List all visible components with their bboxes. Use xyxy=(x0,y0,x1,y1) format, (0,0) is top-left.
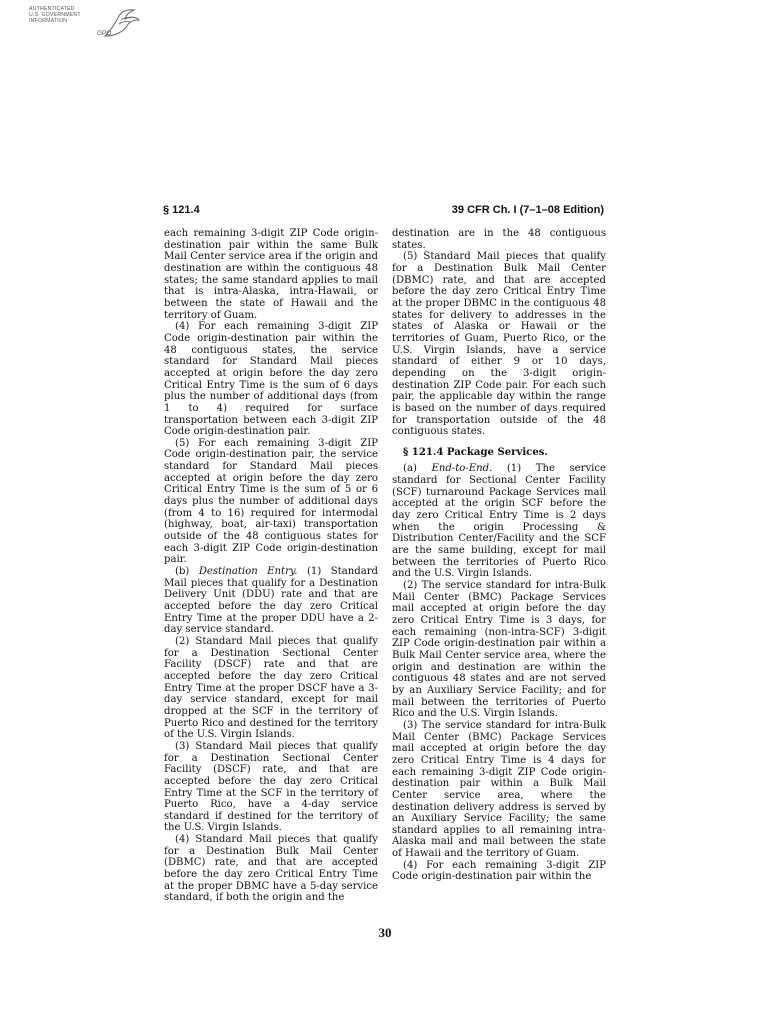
paragraph-prefix: (b) xyxy=(175,566,190,578)
paragraph: (4) Standard Mail pieces that qualify for a Destination Bulk Mail Center (DBMC) rate, and that are accepted before the day zero Critical Entry Time at the proper DBMC have a 5-day service standard, if both the origin and the xyxy=(164,834,378,904)
paragraph: (5) Standard Mail pieces that qualify for a Destination Bulk Mail Center (DBMC) rate, and that are accepted before the day zero Critical Entry Time at the proper DBMC in the contiguous 48 states for delivery to addresses in the states of Alaska or Hawaii or the territories of Guam, Puerto Rico, or the U.S. Virgin Islands, have a service standard of either 9 or 10 days, depending on the 3-digit origin-destination ZIP Code pair. For each such pair, the applicable day within the range is based on the number of days required for transportation outside of the 48 contiguous states. xyxy=(392,251,606,438)
left-column xyxy=(164,228,378,904)
paragraph-text: (1) The service standard for Sectional Center Facility (SCF) turnaround Package Services mail accepted at the origin SCF before the day zero Critical Entry Time is 2 days when the origin Processing & Distribution Center/Facility and the SCF are the same building, except for mail between the territories of Puerto Rico and the U.S. Virgin Islands. xyxy=(392,463,606,580)
paragraph: (2) Standard Mail pieces that qualify for a Destination Sectional Center Facility (DSCF) rate and that are accepted before the day zero Critical Entry Time at the proper DSCF have a 3-day service standard, except for mail dropped at the SCF in the territory of Puerto Rico and destined for the territory of the U.S. Virgin Islands. xyxy=(164,635,378,741)
paragraph: destination are in the 48 contiguous states. xyxy=(392,228,606,251)
paragraph-text: (1) Standard Mail pieces that qualify for a Destination Delivery Unit (DDU) rate and that are accepted before the day zero Critical Entry Time at the proper DDU have a 2-day service standard. xyxy=(164,566,378,636)
paragraph-prefix: (a) xyxy=(403,463,417,475)
gpo-authentication-seal xyxy=(29,6,141,46)
cfr-title: 39 CFR Ch. I (7–1–08 Edition) xyxy=(451,204,604,216)
seal-line-2: U.S. GOVERNMENT xyxy=(29,12,81,18)
page-header xyxy=(163,204,604,220)
eagle-logo-icon xyxy=(101,6,141,46)
paragraph: (4) For each remaining 3-digit ZIP Code origin-destination pair within the 48 contiguous states, the service standard for Standard Mail pieces accepted at origin before the day zero Critical Entry Time is the sum of 6 days plus the number of additional days (from 1 to 4) required for surface transportation between each 3-digit ZIP Code origin-destination pair. xyxy=(164,321,378,438)
page-number: 30 xyxy=(378,925,392,940)
section-number: § 121.4 xyxy=(163,204,200,216)
paragraph-heading: Destination Entry. xyxy=(198,566,298,578)
section-heading: § 121.4 Package Services. xyxy=(403,446,548,458)
right-column xyxy=(392,228,606,883)
paragraph: (3) Standard Mail pieces that qualify for a Destination Sectional Center Facility (DSCF) rate, and that are accepted before the day zero Critical Entry Time at the SCF in the territory of Puerto Rico, have a 4-day service standard if destined for the territory of the U.S. Virgin Islands. xyxy=(164,740,378,834)
paragraph: each remaining 3-digit ZIP Code origin-destination pair within the same Bulk Mail Center service area if the origin and destination are within the contiguous 48 states; the same standard applies to mail that is intra-Alaska, intra-Hawaii, or between the state of Hawaii and the territory of Guam. xyxy=(164,228,378,321)
paragraph: (4) For each remaining 3-digit ZIP Code origin-destination pair within the xyxy=(392,859,606,883)
paragraph: (5) For each remaining 3-digit ZIP Code origin-destination pair, the service standard for Standard Mail pieces accepted at origin before the day zero Critical Entry Time is the sum of 5 or 6 days plus the number of additional days (from 4 to 16) required for intermodal (highway, boat, air-taxi) transportation outside of the 48 contiguous states for each 3-digit ZIP Code origin-destination pair. xyxy=(164,437,378,566)
paragraph-b xyxy=(164,566,378,636)
paragraph: (3) The service standard for intra-Bulk Mail Center (BMC) Package Services mail accepted at origin before the day zero Critical Entry Time is 4 days for each remaining 3-digit ZIP Code origin-destination pair within a Bulk Mail Center service area, where the destination delivery address is served by an Auxiliary Service Facility; the same standard applies to all remaining intra-Alaska mail and mail between the state of Hawaii and the territory of Guam. xyxy=(392,719,606,860)
seal-text xyxy=(29,6,81,24)
seal-line-3: INFORMATION xyxy=(29,18,68,24)
paragraph-a xyxy=(392,463,606,580)
paragraph: (2) The service standard for intra-Bulk Mail Center (BMC) Package Services mail accepted at origin before the day zero Critical Entry Time is 3 days, for each remaining (non-intra-SCF) 3-digit ZIP Code origin-destination pair within a Bulk Mail Center service area, where the origin and destination are within the contiguous 48 states and are not served by an Auxiliary Service Facility; and for mail between the territories of Puerto Rico and the U.S. Virgin Islands. xyxy=(392,580,606,720)
seal-gpo-text: GPO xyxy=(97,30,112,37)
paragraph-heading: End-to-End. xyxy=(431,463,493,475)
seal-line-1: AUTHENTICATED xyxy=(29,6,75,12)
